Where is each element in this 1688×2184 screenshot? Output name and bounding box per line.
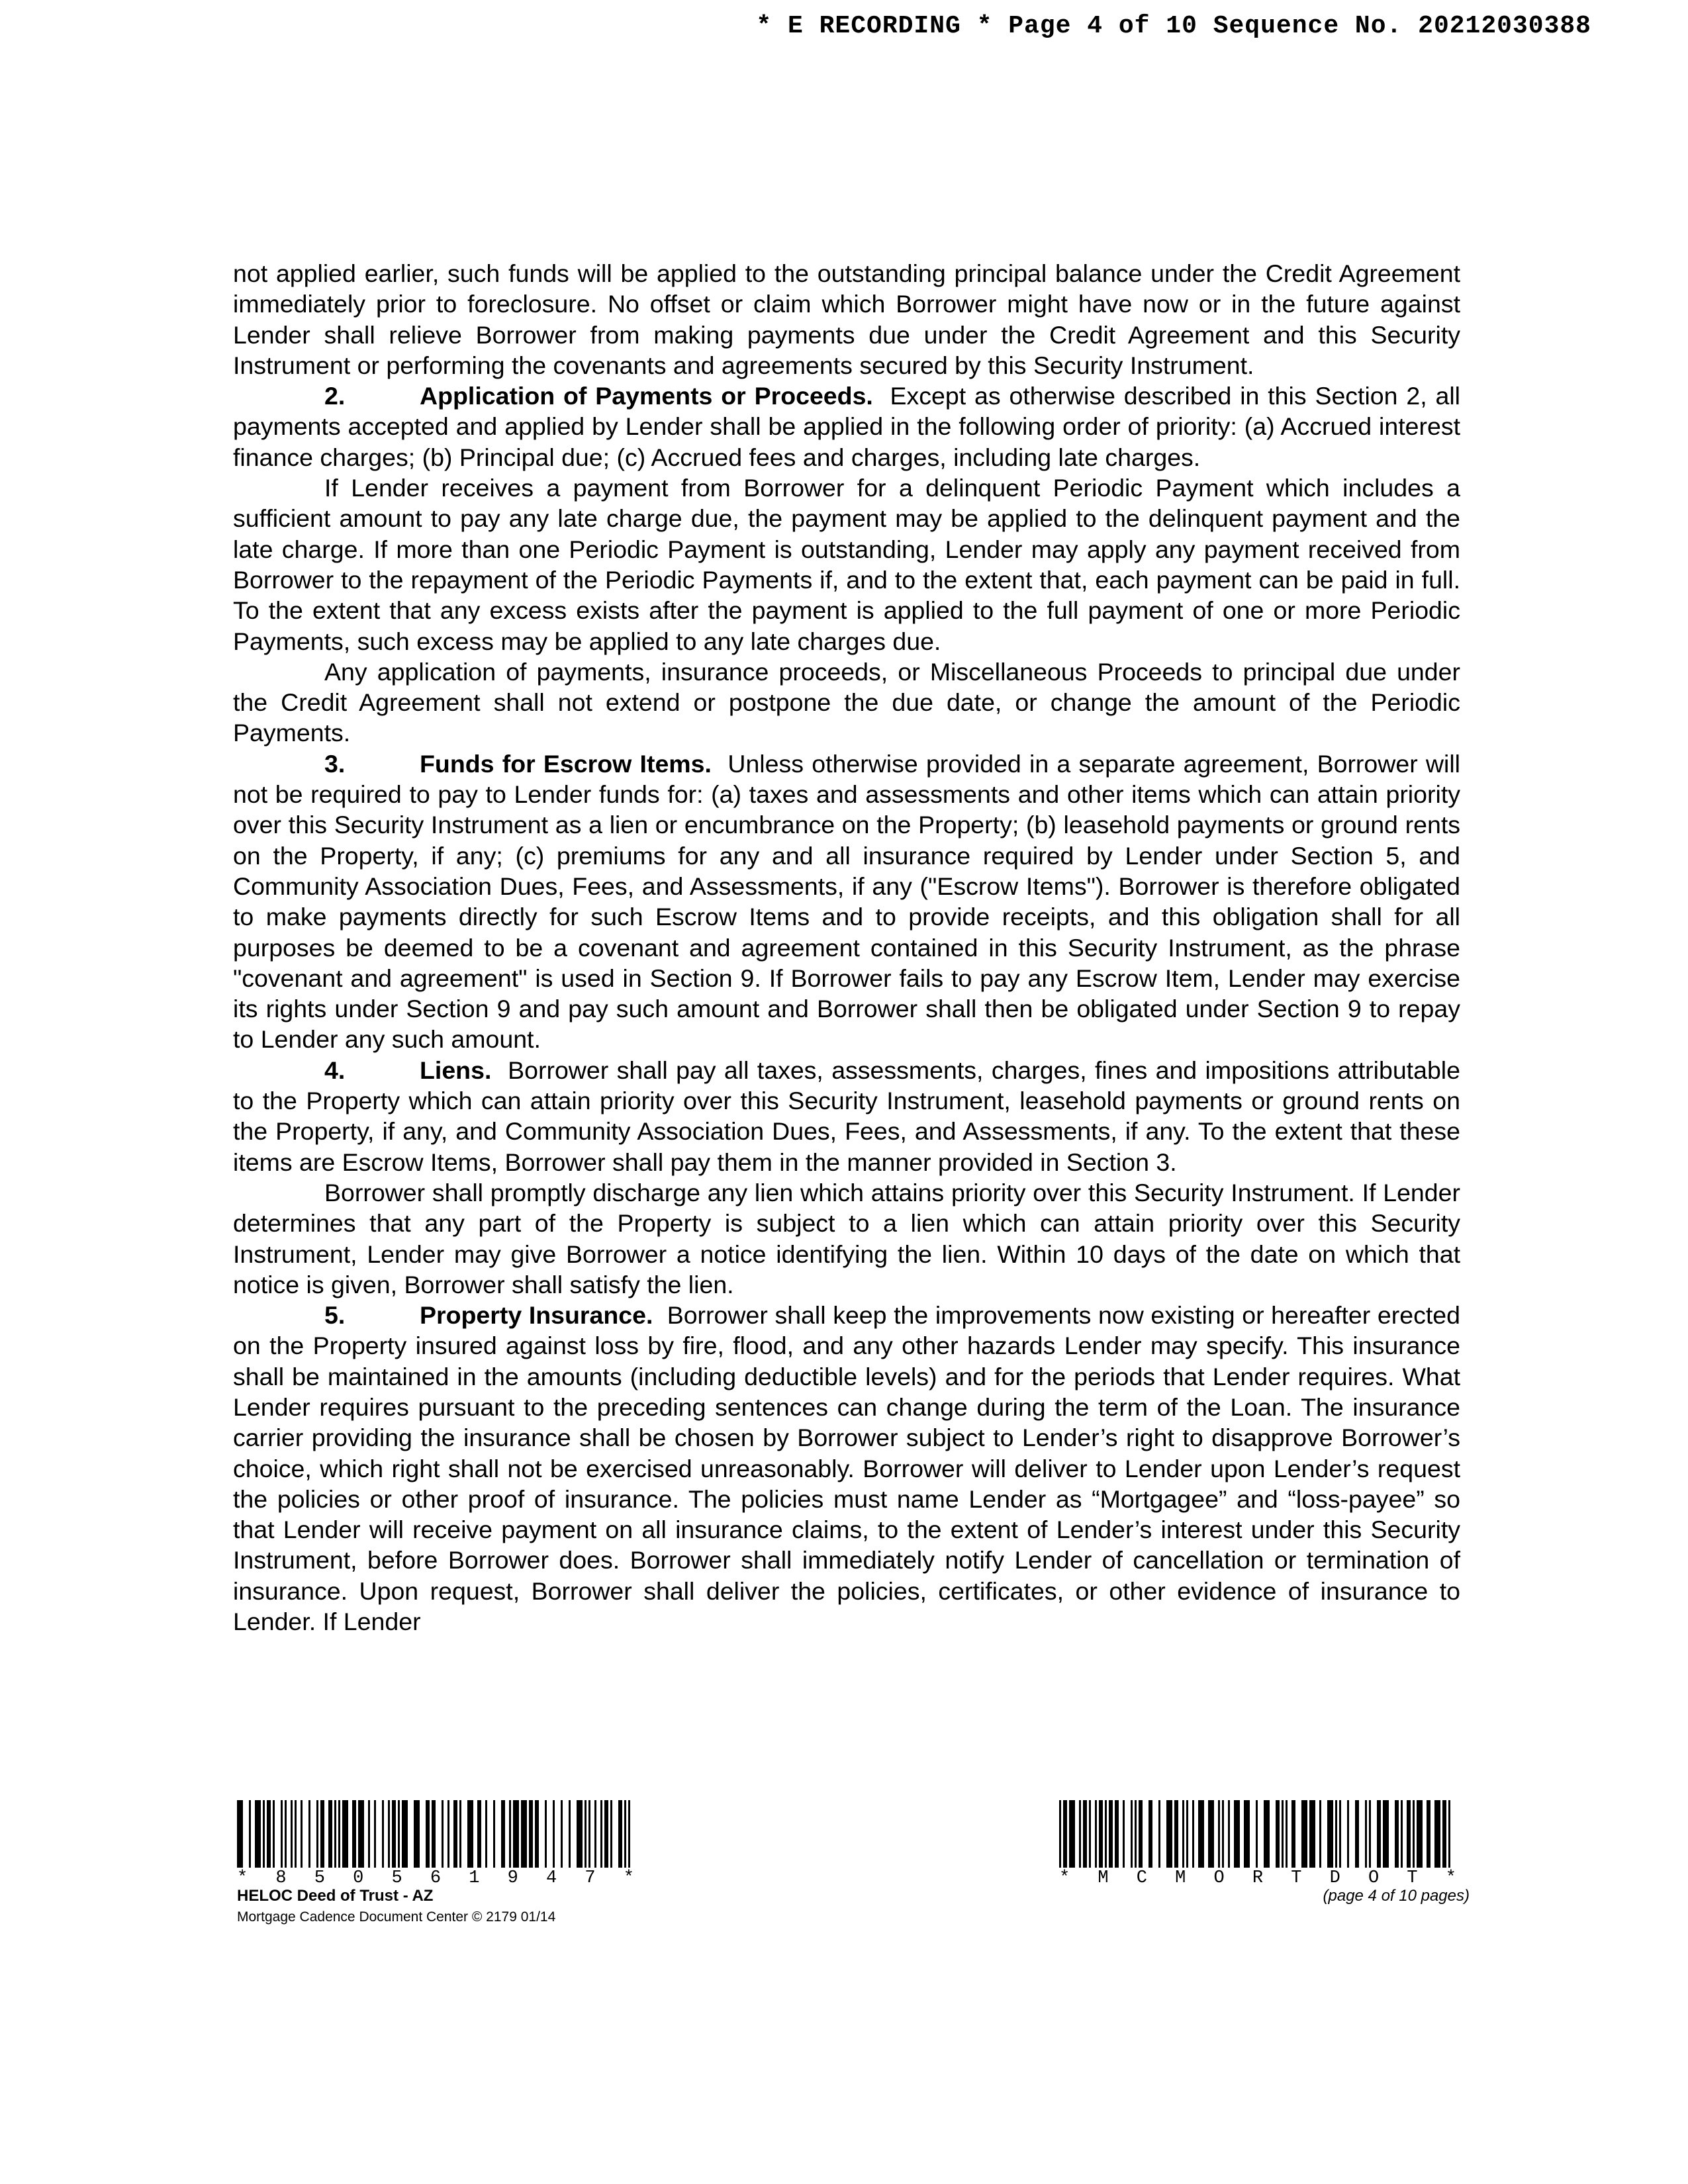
barcode-char: 8: [275, 1868, 287, 1888]
barcode-bar: [1089, 1800, 1091, 1868]
barcode-bar: [1099, 1800, 1103, 1868]
paragraph: Any application of payments, insurance proceeds, or Miscellaneous Proceeds to principal due under the Credit Agreement shall not extend or postpone the due date, or change the amount of the Periodic Payments.: [233, 657, 1460, 747]
barcode-bar: [1309, 1800, 1315, 1868]
barcode-bar: [569, 1800, 571, 1868]
barcode-bar: [442, 1800, 444, 1868]
barcode-bar: [316, 1800, 318, 1868]
barcode-bar: [1448, 1800, 1450, 1868]
barcode-bar: [392, 1800, 396, 1868]
barcode-bar: [1109, 1800, 1113, 1868]
barcode-bar: [1069, 1800, 1075, 1868]
section-number: 5.: [324, 1301, 346, 1330]
barcode-bar: [291, 1800, 293, 1868]
barcode-char: T: [1291, 1868, 1302, 1888]
barcode-bar: [1442, 1800, 1446, 1868]
barcode-char: 5: [391, 1868, 402, 1888]
section-title: Liens.: [420, 1056, 492, 1084]
barcode-bar: [368, 1800, 370, 1868]
barcode-bar: [624, 1800, 626, 1868]
barcode-bar: [1355, 1800, 1359, 1868]
barcode-bar: [509, 1800, 511, 1868]
barcode-char: *: [237, 1868, 248, 1888]
barcode-bar: [1105, 1800, 1107, 1868]
barcode-bar: [338, 1800, 340, 1868]
document-body: [233, 258, 1460, 1637]
barcode-bar: [255, 1800, 261, 1868]
section-title: Property Insurance.: [420, 1301, 653, 1330]
barcode-bar: [459, 1800, 461, 1868]
barcode-bar: [1383, 1800, 1389, 1868]
barcode-bar: [382, 1800, 384, 1868]
form-source: Mortgage Cadence Document Center © 2179 01/14: [237, 1909, 556, 1925]
barcode-bar: [1063, 1800, 1067, 1868]
barcode-bar: [374, 1800, 376, 1868]
barcode-bar: [1407, 1800, 1411, 1868]
barcode-bar: [432, 1800, 436, 1868]
footer-left: [237, 1800, 661, 1926]
barcode-char: R: [1252, 1868, 1264, 1888]
barcode-bar: [249, 1800, 251, 1868]
barcode-bar: [398, 1800, 400, 1868]
barcode-bar: [545, 1800, 547, 1868]
barcode-bar: [285, 1800, 287, 1868]
barcode-bar: [521, 1800, 527, 1868]
barcode-char: 6: [430, 1868, 442, 1888]
barcode-bar: [577, 1800, 583, 1868]
barcode-bar: [588, 1800, 590, 1868]
barcode-bar: [618, 1800, 622, 1868]
page-count: (page 4 of 10 pages): [1323, 1887, 1470, 1905]
barcode-bar: [1115, 1800, 1119, 1868]
barcode-bar: [320, 1800, 324, 1868]
barcode-bar: [467, 1800, 473, 1868]
barcode-bar: [628, 1800, 630, 1868]
section-text: Borrower shall pay all taxes, assessments, charges, fines and impositions attributable to the Property which can attain priority over this Security Instrument, leasehold payments or ground rents on the Property, if any, and Community Association Dues, Fees, and Assessments, if any. To the extent that these items are Escrow Items, Borrower shall pay them in the manner provided in Section 3.: [233, 1056, 1460, 1176]
barcode-bar: [1139, 1800, 1143, 1868]
barcode-bar: [1282, 1800, 1284, 1868]
barcode-char: 7: [585, 1868, 596, 1888]
barcode-bar: [1222, 1800, 1224, 1868]
barcode-bar: [1149, 1800, 1152, 1868]
section-text: Borrower shall keep the improvements now existing or hereafter erected on the Property insured against loss by fire, flood, and any other hazards Lender may specify. This insurance shall be maintained in the amounts (including deductible levels) and for the periods that Lender requires. What Lender requires pursuant to the preceding sentences can change during the term of the Loan. The insurance carrier providing the insurance shall be chosen by Borrower subject to Lender’s right to disapprove Borrower’s choice, which right shall not be exercised unreasonably. Borrower will deliver to Lender upon Lender’s request the policies or other proof of insurance. The policies must name Lender as “Mortgagee” and “loss-payee” so that Lender will receive payment on all insurance claims, to the extent of Lender’s interest under this Security Instrument, before Borrower does. Borrower shall immediately notify Lender of cancellation or termination of insurance. Upon request, Borrower shall deliver the policies, certificates, or other evidence of insurance to Lender. If Lender: [233, 1301, 1460, 1636]
barcode-right-text: [1059, 1869, 1456, 1888]
barcode-bar: [1192, 1800, 1194, 1868]
barcode-char: C: [1136, 1868, 1147, 1888]
barcode-bar: [600, 1800, 602, 1868]
barcode-bar: [477, 1800, 481, 1868]
barcode-bar: [1276, 1800, 1280, 1868]
barcode-bar: [535, 1800, 539, 1868]
section-text: Except as otherwise described in this Section 2, all payments accepted and applied by Lender shall be applied in the following order of priority: (a) Accrued interest finance charges; (b) Principal due; (c) Accrued fees and charges, including late charges.: [233, 382, 1460, 471]
barcode-char: 4: [546, 1868, 557, 1888]
barcode-char: *: [1445, 1868, 1456, 1888]
barcode-bar: [1079, 1800, 1081, 1868]
barcode-bar: [273, 1800, 275, 1868]
barcode-graphic: [237, 1800, 661, 1868]
barcode-bar: [1182, 1800, 1184, 1868]
barcode-bar: [358, 1800, 364, 1868]
barcode-bar: [1198, 1800, 1204, 1868]
barcode-bar: [1174, 1800, 1178, 1868]
barcode-bar: [1339, 1800, 1341, 1868]
barcode-bar: [1327, 1800, 1333, 1868]
barcode-bar: [334, 1800, 336, 1868]
barcode-bar: [237, 1800, 243, 1868]
barcode-bar: [295, 1800, 297, 1868]
barcode-bar: [1365, 1800, 1367, 1868]
barcode-bar: [493, 1800, 495, 1868]
barcode-bar: [529, 1800, 533, 1868]
barcode-bar: [553, 1800, 555, 1868]
barcode-bar: [301, 1800, 303, 1868]
barcode-bar: [1319, 1800, 1321, 1868]
barcode-bar: [342, 1800, 348, 1868]
barcode-bar: [610, 1800, 612, 1868]
barcode-bar: [1369, 1800, 1371, 1868]
section-text: Unless otherwise provided in a separate agreement, Borrower will not be required to pay to Lender funds for: (a) taxes and assessments and other items which can attain priority over this Security Instrument as a lien or encumbrance on the Property; (b) leasehold payments or ground rents on the Property, if any; (c) premiums for any and all insurance required by Lender under Section 5, and Community Association Dues, Fees, and Assessments, if any ("Escrow Items"). Borrower is therefore obligated to make payments directly for such Escrow Items and to provide receipts, and this obligation shall for all purposes be deemed to be a covenant and agreement contained in this Security Instrument, as the phrase "covenant and agreement" is used in Section 9. If Borrower fails to pay any Escrow Item, Lender may exercise its rights under Section 9 and pay such amount and Borrower shall then be obligated under Section 9 to repay to Lender any such amount.: [233, 749, 1461, 1054]
barcode-bar: [1228, 1800, 1230, 1868]
barcode-bar: [426, 1800, 430, 1868]
barcode-bar: [328, 1800, 332, 1868]
barcode-char: M: [1175, 1868, 1186, 1888]
recording-header: * E RECORDING * Page 4 of 10 Sequence No. 20212030388: [756, 12, 1591, 40]
section-number: 4.: [324, 1056, 346, 1084]
barcode-bar: [513, 1800, 519, 1868]
paragraph: Borrower shall promptly discharge any lien which attains priority over this Security Instrument. If Lender determines that any part of the Property is subject to a lien which can attain priority over this Security Instrument, Lender may give Borrower a notice identifying the lien. Within 10 days of the date on which that notice is given, Borrower shall satisfy the lien.: [233, 1178, 1460, 1298]
barcode-bar: [561, 1800, 563, 1868]
form-title: HELOC Deed of Trust - AZ: [237, 1887, 434, 1905]
barcode-bar: [1291, 1800, 1295, 1868]
barcode-bar: [1264, 1800, 1270, 1868]
barcode-bar: [1413, 1800, 1415, 1868]
barcode-bar: [1123, 1800, 1125, 1868]
barcode-bar: [1335, 1800, 1337, 1868]
barcode-char: 0: [353, 1868, 364, 1888]
barcode-bar: [1434, 1800, 1440, 1868]
barcode-bar: [1158, 1800, 1160, 1868]
barcode-bar: [1186, 1800, 1188, 1868]
barcode-char: D: [1329, 1868, 1340, 1888]
paragraph-continuation: not applied earlier, such funds will be applied to the outstanding principal balance under the Credit Agreement immediately prior to foreclosure. No offset or claim which Borrower might have now or in the future against Lender shall relieve Borrower from making payments due under the Credit Agreement and this Security Instrument or performing the covenants and agreements secured by this Security Instrument.: [233, 259, 1460, 379]
barcode-char: T: [1407, 1868, 1418, 1888]
barcode-bar: [281, 1800, 283, 1868]
barcode-bar: [1256, 1800, 1258, 1868]
barcode-char: *: [1059, 1868, 1070, 1888]
barcode-char: 9: [507, 1868, 518, 1888]
barcode-bar: [1395, 1800, 1399, 1868]
barcode-left-text: [237, 1869, 634, 1888]
barcode-graphic: [1059, 1800, 1470, 1868]
barcode-char: M: [1098, 1868, 1109, 1888]
barcode-bar: [1417, 1800, 1423, 1868]
section-number: 2.: [324, 382, 346, 410]
barcode-bar: [604, 1800, 608, 1868]
barcode-bar: [1347, 1800, 1349, 1868]
section-4: [233, 1055, 1460, 1177]
barcode-bar: [352, 1800, 356, 1868]
barcode-bar: [1166, 1800, 1172, 1868]
barcode-bar: [585, 1800, 586, 1868]
section-5: [233, 1300, 1460, 1637]
section-title: Funds for Escrow Items.: [420, 749, 712, 778]
barcode-bar: [1427, 1800, 1430, 1868]
barcode-bar: [402, 1800, 408, 1868]
barcode-bar: [1131, 1800, 1133, 1868]
barcode-char: 5: [314, 1868, 325, 1888]
barcode-bar: [1095, 1800, 1097, 1868]
barcode-bar: [1244, 1800, 1250, 1868]
barcode-bar: [447, 1800, 449, 1868]
barcode-bar: [1234, 1800, 1240, 1868]
barcode-char: O: [1213, 1868, 1225, 1888]
barcode-char: *: [623, 1868, 634, 1888]
section-number: 3.: [324, 749, 346, 778]
footer-right: [1059, 1800, 1470, 1905]
barcode-char: O: [1368, 1868, 1380, 1888]
section-3: [233, 749, 1460, 1055]
paragraph: If Lender receives a payment from Borrower for a delinquent Periodic Payment which includes a sufficient amount to pay any late charge due, the payment may be applied to the delinquent payment and the late charge. If more than one Periodic Payment is outstanding, Lender may apply any payment received from Borrower to the repayment of the Periodic Payments if, and to the extent that, each payment can be paid in full. To the extent that any excess exists after the payment is applied to the full payment of one or more Periodic Payments, such excess may be applied to any late charges due.: [233, 474, 1460, 655]
barcode-bar: [1301, 1800, 1307, 1868]
barcode-bar: [263, 1800, 265, 1868]
barcode-bar: [501, 1800, 505, 1868]
barcode-bar: [485, 1800, 487, 1868]
barcode-bar: [388, 1800, 390, 1868]
barcode-bar: [1135, 1800, 1137, 1868]
barcode-char: 1: [469, 1868, 480, 1888]
barcode-bar: [1083, 1800, 1087, 1868]
barcode-bar: [1208, 1800, 1214, 1868]
section-title: Application of Payments or Proceeds.: [420, 382, 873, 410]
barcode-bar: [1218, 1800, 1220, 1868]
barcode-bar: [453, 1800, 457, 1868]
barcode-bar: [1377, 1800, 1381, 1868]
barcode-bar: [1286, 1800, 1288, 1868]
barcode-bar: [594, 1800, 596, 1868]
section-2: [233, 381, 1460, 473]
barcode-bar: [267, 1800, 271, 1868]
barcode-bar: [414, 1800, 420, 1868]
barcode-bar: [1059, 1800, 1061, 1868]
barcode-bar: [1401, 1800, 1403, 1868]
barcode-bar: [308, 1800, 310, 1868]
